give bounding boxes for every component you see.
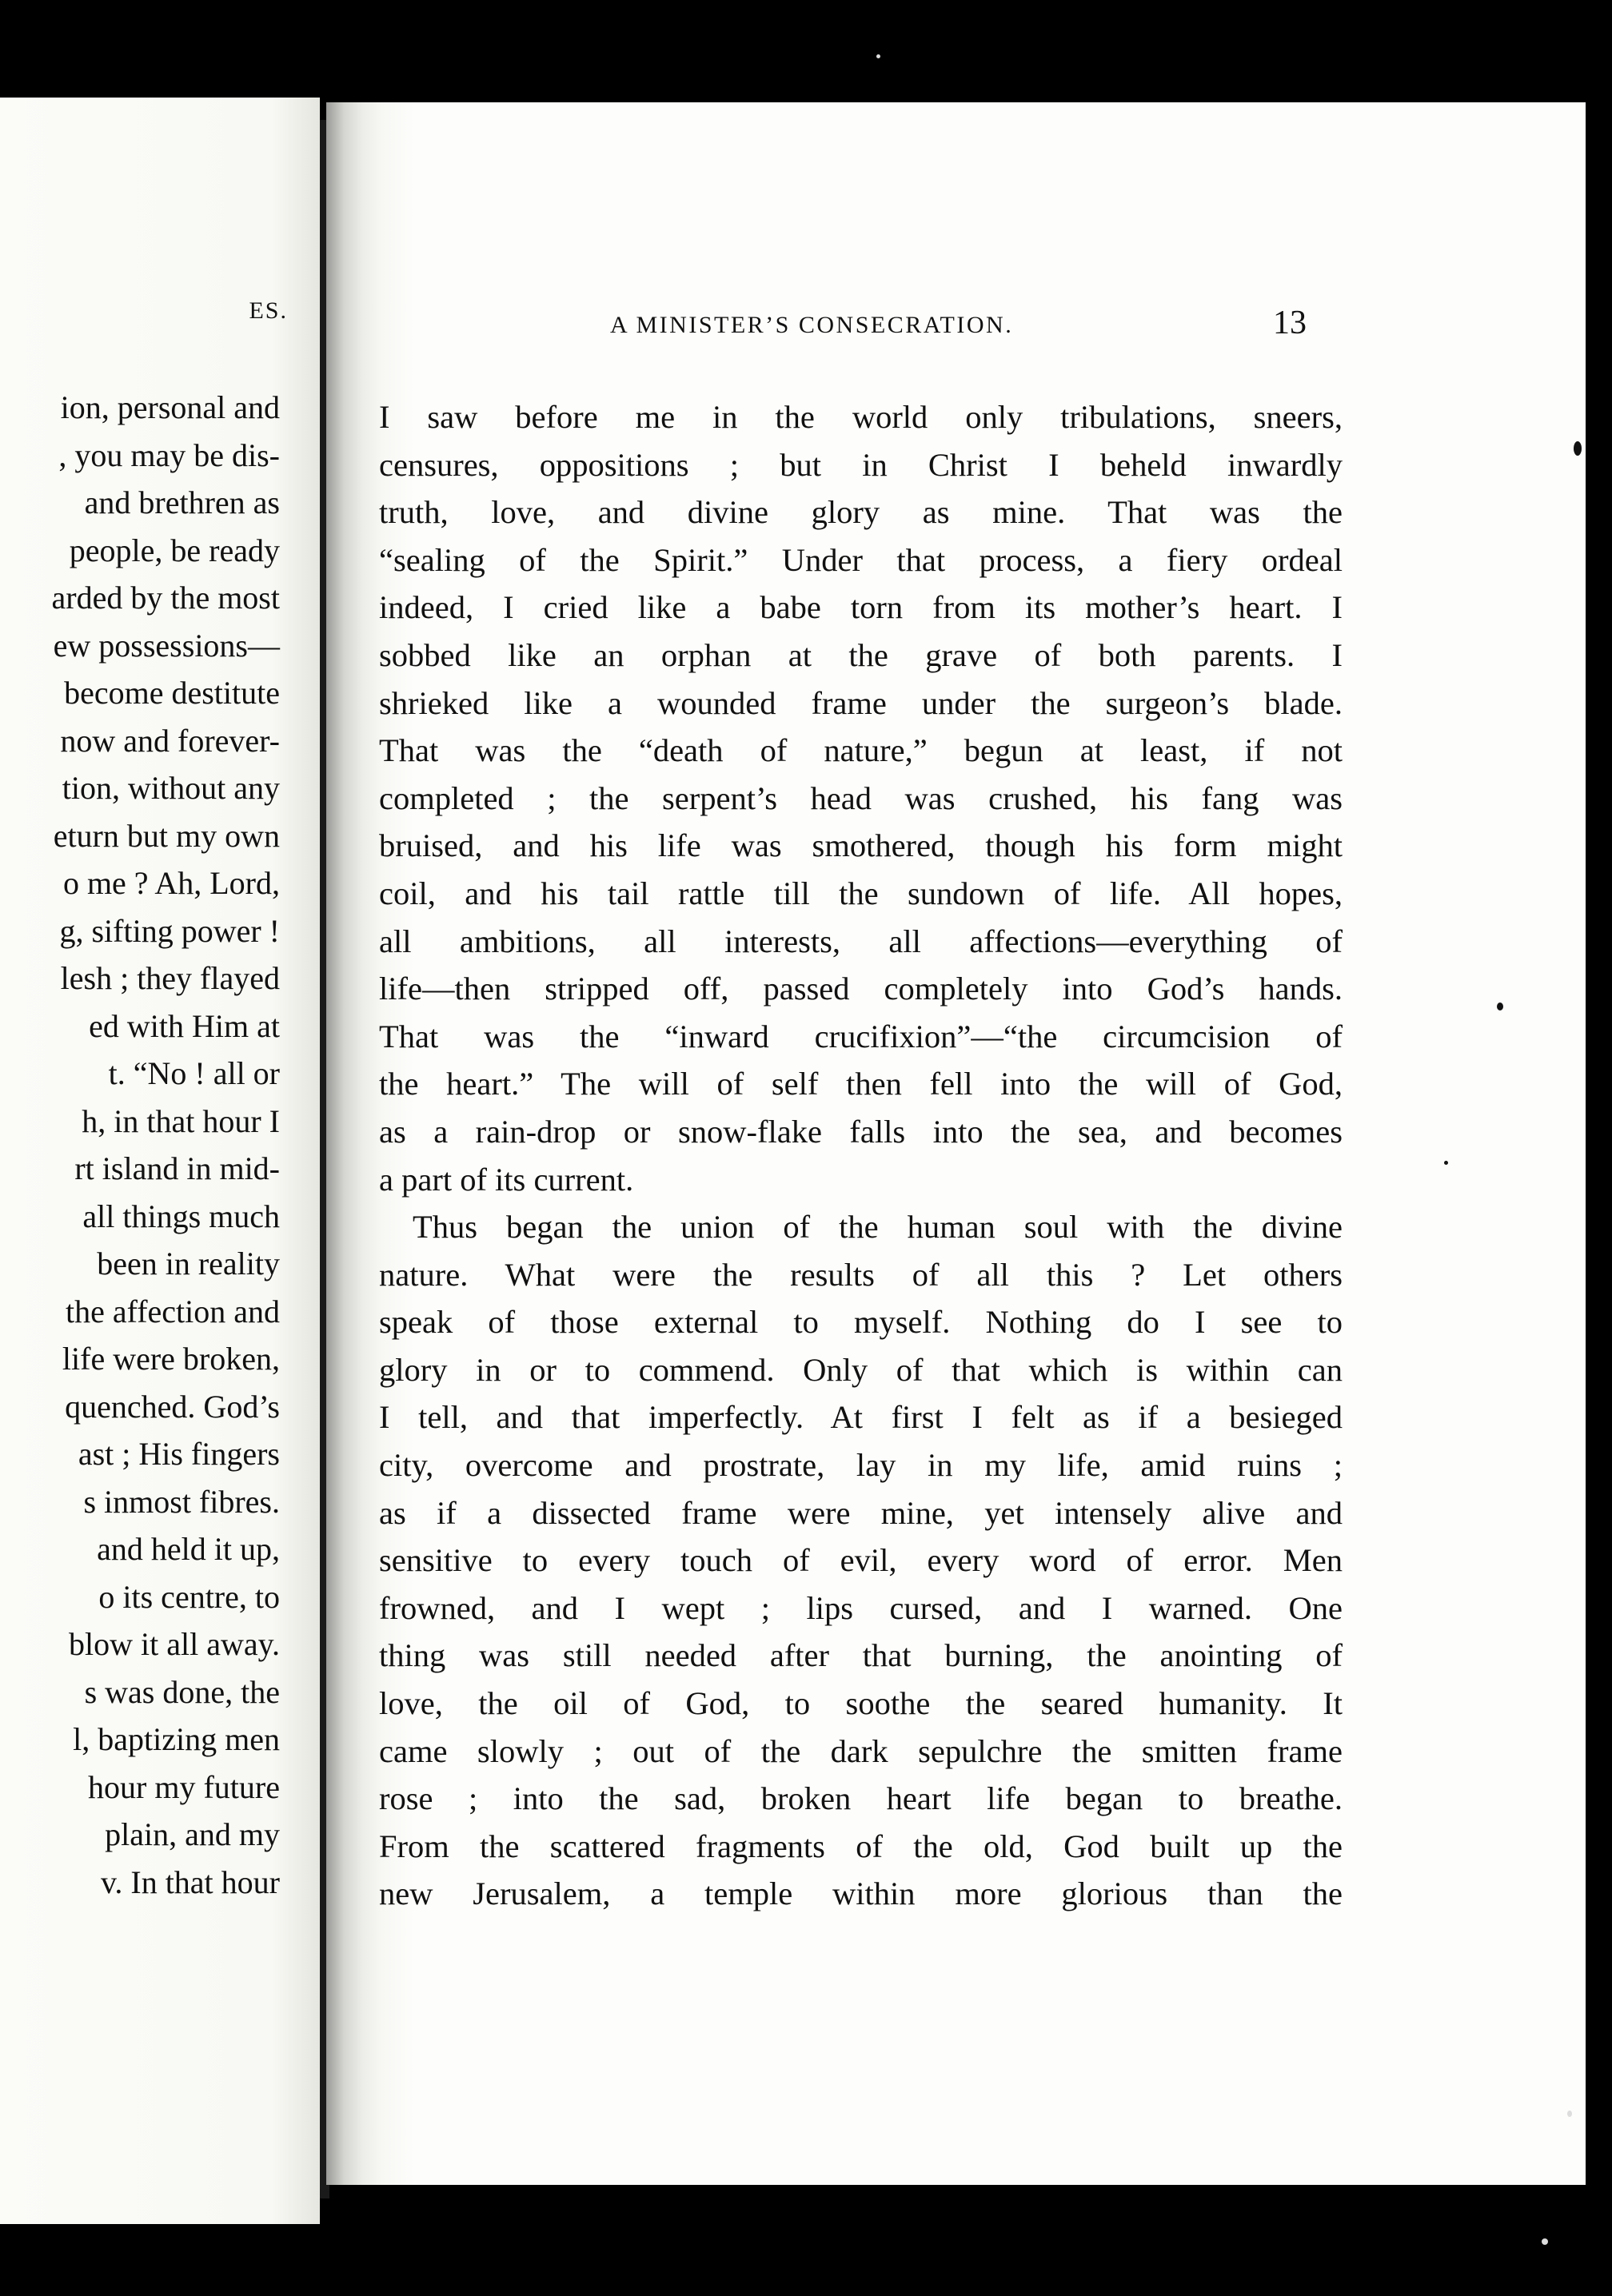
scan-speck	[1574, 441, 1582, 456]
text-line: ast ; His fingers	[78, 1436, 280, 1472]
text-line: sensitive to every touch of evil, every word of error. Men	[379, 1542, 1343, 1579]
text-line: I saw before me in the world only tribulations, sneers,	[379, 399, 1343, 435]
text-line: plain, and my	[105, 1816, 280, 1852]
text-line: now and forever-	[60, 722, 280, 759]
text-line: life—then stripped off, passed completely into God’s hands.	[379, 971, 1343, 1007]
text-line: , you may be dis-	[58, 436, 280, 473]
text-line: censures, oppositions ; but in Christ I beheld inwardly	[379, 446, 1343, 483]
text-line: the heart.” The will of self then fell into the will of God,	[379, 1066, 1343, 1102]
text-line: sobbed like an orphan at the grave of both parents. I	[379, 636, 1343, 673]
text-line: people, be ready	[69, 532, 280, 568]
scan-speck	[1542, 2238, 1548, 2245]
text-line: “sealing of the Spirit.” Under that process, a fiery ordeal	[379, 541, 1343, 578]
left-page-text	[52, 384, 281, 1906]
text-line: That was the “death of nature,” begun at least, if not	[379, 732, 1343, 769]
text-line: thing was still needed after that burning, the anointing of	[379, 1637, 1343, 1674]
text-line: ew possessions—	[53, 627, 280, 664]
text-line: Thus began the union of the human soul with the divine	[413, 1209, 1343, 1246]
right-page	[326, 102, 1586, 2185]
text-line: and brethren as	[84, 484, 280, 520]
text-line: nature. What were the results of all this ? Let others	[379, 1256, 1343, 1293]
left-running-head: ES.	[249, 297, 288, 324]
text-line: hour my future	[88, 1768, 280, 1805]
text-line: s inmost fibres.	[83, 1483, 280, 1520]
left-page	[0, 98, 320, 2224]
text-line: lesh ; they flayed	[60, 960, 280, 996]
text-line: love, the oil of God, to soothe the seared humanity. It	[379, 1685, 1343, 1722]
scan-speck	[1497, 1003, 1503, 1010]
text-line: and held it up,	[97, 1531, 280, 1567]
text-line: a part of its current.	[379, 1161, 634, 1198]
text-line: bruised, and his life was smothered, though his form might	[379, 827, 1343, 864]
text-line: frowned, and I wept ; lips cursed, and I warned. One	[379, 1589, 1343, 1626]
text-line: new Jerusalem, a temple within more glorious than the	[379, 1875, 1343, 1912]
scan-speck	[1567, 2111, 1572, 2117]
text-line: From the scattered fragments of the old, God built up the	[379, 1828, 1343, 1864]
text-line: city, overcome and prostrate, lay in my life, amid ruins ;	[379, 1447, 1343, 1484]
text-line: all ambitions, all interests, all affections—everything of	[379, 923, 1343, 959]
text-line: s was done, the	[84, 1673, 280, 1710]
text-line: indeed, I cried like a babe torn from its mother’s heart. I	[379, 589, 1343, 626]
text-line: coil, and his tail rattle till the sundown of life. All hopes,	[379, 875, 1343, 911]
body-text	[379, 393, 1343, 1918]
text-line: the affection and	[65, 1293, 280, 1329]
text-line: ed with Him at	[89, 1007, 280, 1044]
scan-speck	[1444, 1161, 1448, 1165]
scan-speck	[876, 54, 880, 58]
text-line: blow it all away.	[68, 1626, 280, 1662]
text-line: as a rain-drop or snow-flake falls into the sea, and becomes	[379, 1113, 1343, 1150]
text-line: eturn but my own	[53, 817, 280, 854]
text-line: t. “No ! all or	[108, 1055, 280, 1091]
text-line: truth, love, and divine glory as mine. That was the	[379, 494, 1343, 531]
text-line: I tell, and that imperfectly. At first I felt as if a besieged	[379, 1399, 1343, 1436]
text-line: arded by the most	[51, 580, 280, 616]
text-line: all things much	[82, 1198, 280, 1234]
text-line: came slowly ; out of the dark sepulchre the smitten frame	[379, 1732, 1343, 1769]
text-line: life were broken,	[62, 1341, 280, 1377]
text-line: o its centre, to	[98, 1578, 280, 1615]
text-line: completed ; the serpent’s head was crushed, his fang was	[379, 779, 1343, 816]
text-line: rt island in mid-	[74, 1150, 280, 1186]
page-number: 13	[1273, 305, 1307, 341]
text-line: v. In that hour	[100, 1864, 280, 1900]
text-line: ion, personal and	[60, 389, 280, 425]
text-line: as if a dissected frame were mine, yet intensely alive and	[379, 1494, 1343, 1531]
running-head: A MINISTER’S CONSECRATION.	[610, 312, 1014, 338]
text-line: That was the “inward crucifixion”—“the circumcision of	[379, 1018, 1343, 1054]
text-line: speak of those external to myself. Nothing do I see to	[379, 1304, 1343, 1341]
text-line: become destitute	[64, 675, 280, 711]
text-line: h, in that hour I	[82, 1102, 280, 1139]
text-line: glory in or to commend. Only of that which is within can	[379, 1351, 1343, 1388]
text-line: shrieked like a wounded frame under the surgeon’s blade.	[379, 684, 1343, 721]
text-line: g, sifting power !	[59, 912, 280, 949]
text-line: quenched. God’s	[65, 1388, 280, 1425]
text-line: tion, without any	[62, 770, 280, 806]
text-line: l, baptizing men	[73, 1721, 280, 1757]
text-line: o me ? Ah, Lord,	[62, 865, 280, 901]
text-line: been in reality	[97, 1246, 280, 1282]
text-line: rose ; into the sad, broken heart life began to breathe.	[379, 1780, 1343, 1817]
